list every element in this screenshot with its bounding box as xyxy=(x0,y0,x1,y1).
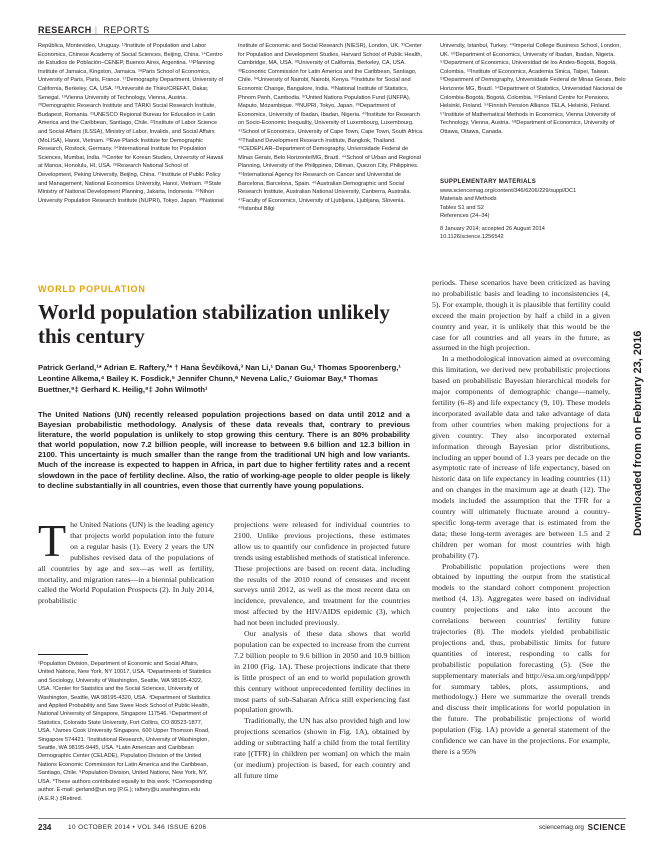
article-section-label: WORLD POPULATION xyxy=(38,284,146,294)
page-number: 234 xyxy=(38,823,52,832)
author-affiliations-footnotes: ¹Population Division, Department of Economic and Social Affairs, United Nations, New York, NY 10017, USA. ²Departments of Statistics and Sociology, University of Washington, Seattle, WA 98195-4322, USA. ³Center for Statistics and the Social Sciences, University of Washington, Seattle, WA 98195-4320, USA. ⁴Department of Statistics and Applied Probability and Saw Swee Hock School of Public Health, National University of Singapore, Singapore 117546. ⁵Department of Statistics, Colorado State University, Fort Collins, CO 80523-1877, USA. ⁶James Cook University Singapore, 600 Upper Thomson Road, Singapore 574421. ⁷Institutional Research, University of Washington, Seattle, WA 98195-9445, USA. ⁸Latin American and Caribbean Demographic Center (CELADE), Population Division of the United Nations Economic Commission for Latin America and the Caribbean, Santiago, Chile. ⁹Population Division, United Nations, New York, NY, USA. *These authors contributed equally to this work. †Corresponding author. E-mail: gerland@un.org (P.G.); raftery@u.washington.edu (A.E.R.) ‡Retired. xyxy=(38,661,212,802)
affiliations-column-3: University, Istanbul, Turkey. ⁴⁹Imperial College Business School, London, UK. ⁵⁰Department of Economics, University of Ibadan, Ibadan, Nigeria. ⁵¹Department of Economics, Universidad de los Andes-Bogotá, Bogotá, Colombia. ⁵²Institute of Economics, Academia Sinica, Taipei, Taiwan. ⁵³Department of Demography, Universidade Federal de Minas Gerais, Belo Horizonte MG, Brazil. ⁵⁴Department of Statistics, Universidad Nacional de Colombia-Bogotá, Bogotá, Colombia. ⁵⁵Finland Centre for Pensions, Helsinki, Finland. ⁵⁶Finnish Pension Alliance TELA, Helsinki, Finland. ⁵⁷Institute of Mathematical Methods in Economics, Vienna University of Technology, Vienna, Austria. ⁵⁸Department of Economics, University of Ottawa, Ottawa, Canada. xyxy=(440,43,626,135)
body-paragraph: projections were released for individual countries to 2100. Unlike previous projections, these estimates allow us to quantify our confidence in projected future trends using established methods of statistical inference. These projections are based on recent data, including the results of the 2010 round of censuses and recent surveys until 2012, as well as the most recent data on incidence, prevalence, and treatment for the countries most affected by the HIV/AIDS epidemic (3), which had not been included previously. xyxy=(234,520,410,628)
body-column-3 xyxy=(432,278,610,758)
supplementary-line: Materials and Methods xyxy=(440,196,497,203)
body-paragraph: periods. These scenarios have been criticized as having no probabilistic basis and leading to inconsistencies (4, 5). For example, though it is plausible that fertility could exceed the main projection by half a child in a given country and year, it is unlikely that this would be the case for all countries and all years in the future, as assumed in the high projection. xyxy=(432,278,610,353)
body-paragraph: In a methodological innovation aimed at overcoming this limitation, we derived new probabilistic projections based on probabilistic Bayesian hierarchical models for major components of demographic change—namely, fertility (6–8) and life expectancy (9, 10). These models incorporated available data and take advantage of data from other countries when making projections for a given country. They also incorporated external information through Bayesian prior distributions, including an upper bound of 1.3 years per decade on the asymptotic rate of increase of life expectancy, based on historic data on life expectancy in leading countries (11) and on changes in the maximum age at death (12). The models included the assumption that the TFR for a country will ultimately fluctuate around a country-specific long-term average that is estimated from the data; these long-term averages are between 1.5 and 2 children per woman for most countries with high probability (7). xyxy=(432,354,610,560)
subsection-name: REPORTS xyxy=(103,25,150,35)
supplementary-link[interactable]: www.sciencemag.org/content/346/6206/229/suppl/DC1 xyxy=(440,188,577,194)
drop-cap: T xyxy=(38,515,67,566)
body-paragraph: Probabilistic population projections were then obtained by inputting the output from the statistical models to the standard cohort component projection method (4, 13). Aggregates were based on individual country projections and take into account the correlations between countries' fertility future trajectories (8). The models yielded probabilistic projections and, thus, probabilistic limits for future quantities of interest, responding to calls for probabilistic population forecasting (5). (See the supplementary materials and http://esa.un.org/unpd/ppp/ for summary tables, plots, assumptions, and methodology.) Here we summarize the overall trends and discuss their implications for world population in the future. The probabilistic projections of world population (Fig. 1A) provide a general statement of the confidence we can have in the projections. For example, there is a 95% xyxy=(432,561,610,756)
supplementary-materials xyxy=(440,178,626,241)
running-header xyxy=(38,20,626,36)
body-column-2 xyxy=(234,520,410,782)
body-paragraph: Traditionally, the UN has also provided high and low projections scenarios (shown in Fig. 1A), obtained by adding or subtracting half a child from the total fertility rate [(TFR) in children per woman] on which the main (or medium) projection is based, for each country and all future time xyxy=(234,716,410,780)
article-title: World population stabilization unlikely this century xyxy=(38,300,390,348)
abstract: The United Nations (UN) recently released population projections based on data until 2012 and a Bayesian probabilistic methodology. Analysis of these data reveals that, contrary to previous literature, the world population is unlikely to stop growing this century. There is an 80% probability that world population, now 7.2 billion people, will increase to between 9.6 billion and 12.3 billion in 2100. This uncertainty is much smaller than the range from the traditional UN high and low variants. Much of the increase is expected to happen in Africa, in part due to higher fertility rates and a recent slowdown in the pace of fertility decline. Also, the ratio of working-age people to older people is likely to decline substantially in all countries, even those that currently have young populations. xyxy=(38,410,410,490)
author-list: Patrick Gerland,¹* Adrian E. Raftery,²* † Hana Ševčíková,³ Nan Li,¹ Danan Gu,¹ Thomas Spoorenberg,¹ Leontine Alkema,⁴ Bailey K. Fosdick,⁵ Jennifer Chunn,⁶ Nevena Lalic,⁷ Guiomar Bay,⁸ Thomas Buettner,⁹‡ Gerhard K. Heilig,⁹‡ John Wilmoth¹ xyxy=(38,363,401,394)
affiliations-column-1: Repûblica, Montevideo, Uruguay. ¹³Institute of Population and Labor Economics, Chinese Academy of Social Sciences, Beijing, China. ¹⁴Centro de Estudios de Población–CENEP, Buenos Aires, Argentina. ¹⁵Planning Institute of Jamaica, Kingston, Jamaica. ¹⁶Paris School of Economics, University of Paris, Paris, France. ¹⁷Demography Department, University of California, Berkeley, CA, USA. ¹⁸Université de Thiès/CREFAT, Dakar, Senegal. ¹⁹Vienna University of Technology, Vienna, Austria. ²⁰Demographic Research Institute and TÁRKI Social Research Institute, Budapest, Romania. ²¹UNESCO Regional Bureau for Education in Latin America and the Caribbean, Santiago, Chile. ²²Institute of Labor Science and Social Affairs (ILSSA), Ministry of Labor, Invalids, and Social Affairs (MoLISA), Hanoi, Vietnam. ²³Ewe Planck Institute for Demographic Research, Rostock, Germany. ²⁴International Institute for Population Sciences, Mumbai, India. ²⁵Center for Korean Studies, University of Hawaii at Manoa, Honolulu, HI, USA. ²⁶Research National School of Development, Peking University, Beijing, China. ²⁷Institute of Public Policy and Management, National Economics University, Hanoi, Vietnam. ²⁸State Ministry of National Development Planning, Jakarta, Indonesia. ²⁹Nihon University Population Research Institute (NUPRI), Tokyo, Japan. ³⁰National xyxy=(38,43,224,204)
issue-info: 10 OCTOBER 2014 • VOL 346 ISSUE 6206 xyxy=(68,824,207,831)
body-paragraph: The United Nations (UN) is the leading agency that projects world population into the future on a regular basis (1). Every 2 years the UN publishes revised data of the populations of all countries by age and sex—as well as fertility, mortality, and migration rates—in a biennial publication called the World Population Prospects (2). In July 2014, probabilistic xyxy=(38,515,214,606)
supplementary-heading: SUPPLEMENTARY MATERIALS xyxy=(440,179,537,185)
affiliations-column-2: Institute of Economic and Social Research (NIESR), London, UK. ³¹Center for Population and Development Studies, Harvard School of Public Health, Cambridge, MA, USA. ³²University of California, Berkeley, CA, USA. ³³Economic Commission for Latin America and the Caribbean, Santiago, Chile. ³⁴University of Nairobi, Nairobi, Kenya. ³⁵Institute for Social and Economic Change, Bangalore, India. ³⁶National Institute of Statistics, Phnom Penh, Cambodia. ³⁷United Nations Population Fund (UNFPA), Maputo, Mozambique. ³⁸NUPRI, Tokyo, Japan. ³⁹Department of Economics, University of Ibadan, Ibadan, Nigeria. ⁴⁰Institute for Research on Socio-Economic Inequality, University of Luxembourg, Luxembourg. ⁴¹School of Economics, University of Cape Town, Cape Town, South Africa. ⁴²Thailand Development Research Institute, Bangkok, Thailand. ⁴³CEDEPLAR–Department of Demography, Universidade Federal de Minas Gerais, Belo Horizonte/MG, Brazil. ⁴⁴School of Urban and Regional Planning, University of the Philippines, Diliman, Quezon City, Philippines. ⁴⁵International Agency for Research on Cancer and Universitat de Barcelona, Barcelona, Spain. ⁴⁶Australian Demographic and Social Research Institute, Australian National University, Canberra, Australia. ⁴⁷Faculty of Economics, University of Ljubljana, Ljubljana, Slovenia. ⁴⁸Istanbul Bilgi xyxy=(238,43,424,213)
journal-brand: SCIENCE xyxy=(587,823,626,832)
doi: 10.1126/science.1256542 xyxy=(440,234,504,241)
header-rule xyxy=(38,34,626,35)
footnote-rule xyxy=(38,654,88,655)
supplementary-line: Tables S1 and S2 xyxy=(440,204,484,211)
download-watermark xyxy=(628,236,650,536)
running-footer xyxy=(38,818,626,832)
section-name: RESEARCH | xyxy=(38,25,98,35)
body-paragraph: Our analysis of these data shows that world population can be expected to increase from the current 7.2 billion people to 9.6 billion in 2050 and 10.9 billion in 2100 (Fig. 1A). These projections indicate that there is little prospect of an end to world population growth this century without unprecedented fertility declines in most parts of sub-Saharan Africa still experiencing fast population growth. xyxy=(234,629,410,715)
download-note-text: Downloaded from on February 23, 2016 xyxy=(632,330,644,536)
received-accepted-dates: 8 January 2014; accepted 26 August 2014 xyxy=(440,225,545,232)
body-column-1 xyxy=(38,515,214,607)
journal-site[interactable]: sciencemag.org xyxy=(538,824,584,831)
supplementary-line: References (24–34) xyxy=(440,213,490,220)
